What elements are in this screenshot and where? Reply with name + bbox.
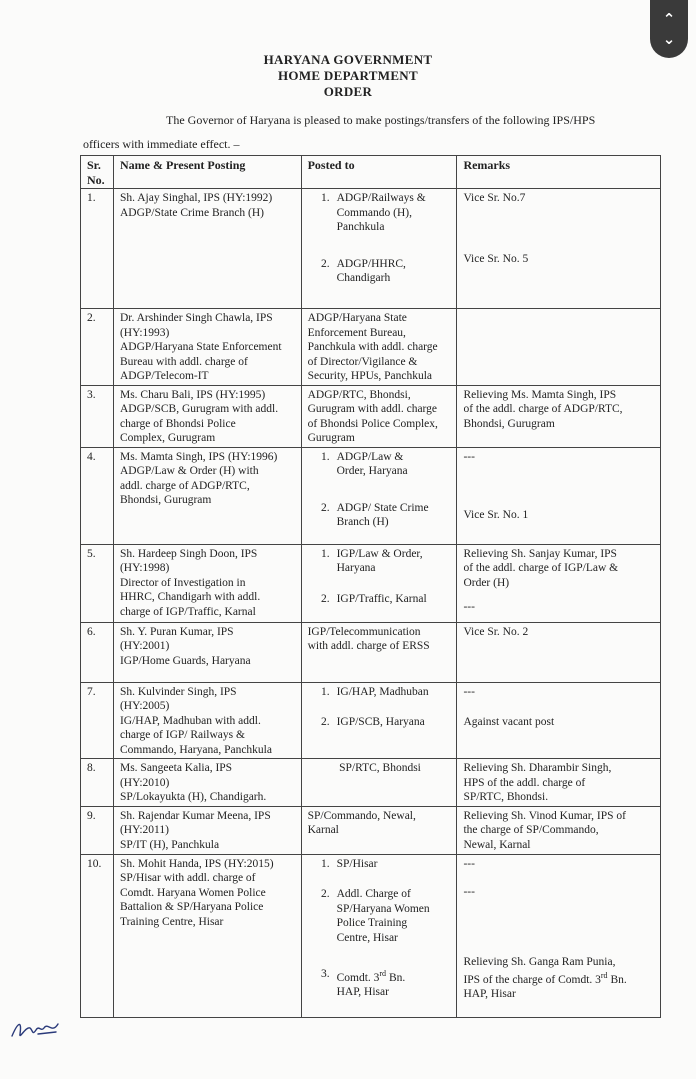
name-line: Sh. Mohit Handa, IPS (HY:2015) — [119, 857, 274, 870]
posting-line: ADGP/Law & — [336, 450, 404, 463]
posting-line: Police Training — [336, 917, 408, 929]
posting-number: 2. — [320, 888, 330, 900]
heading-order: ORDER — [323, 84, 373, 99]
name-line: charge of Bhondsi Police — [119, 417, 236, 430]
sr-cell: 3. — [81, 385, 114, 447]
table-header-row — [81, 156, 661, 189]
posting-line: Branch (H) — [336, 516, 389, 528]
sr-cell: 6. — [81, 622, 114, 682]
posting-line: SP/RTC, Bhondsi — [339, 762, 421, 774]
name-line: ADGP/Telecom-IT — [119, 370, 209, 382]
posted-cell — [301, 544, 457, 622]
name-line: (HY:2001) — [119, 640, 170, 652]
remark-line: --- — [463, 685, 475, 698]
posting-number: 2. — [320, 257, 330, 270]
name-line: HHRC, Chandigarh with addl. — [119, 591, 261, 603]
remark-line: Vice Sr. No.7 — [463, 192, 526, 204]
remark-line: --- — [463, 857, 475, 870]
name-line: Sh. Kulvinder Singh, IPS — [119, 685, 237, 698]
name-line: (HY:2011) — [119, 824, 169, 836]
posted-cell — [301, 759, 457, 807]
remarks-cell — [457, 189, 661, 309]
posting-number: 2. — [320, 501, 330, 514]
remark-line: --- — [463, 450, 475, 463]
remarks-cell — [457, 309, 661, 386]
remark-line: Against vacant post — [463, 716, 555, 728]
remark-line: Vice Sr. No. 5 — [463, 252, 529, 265]
remarks-cell — [457, 806, 661, 854]
posting-item — [308, 887, 453, 945]
page-scroll-control — [650, 0, 688, 58]
remarks-cell — [457, 622, 661, 682]
posting-number: 2. — [320, 592, 330, 605]
chevron-down-icon[interactable]: ⌄ — [662, 30, 676, 48]
intro-line-1: The Governor of Haryana is pleased to make postings/transfers of the following IPS/HPS — [166, 113, 596, 127]
remark-line: --- — [463, 886, 475, 898]
posting-line: of Bhondsi Police Complex, — [307, 417, 438, 430]
posted-cell — [301, 189, 457, 309]
posting-line: HAP, Hisar — [336, 986, 389, 999]
table-row — [81, 622, 661, 682]
posted-cell — [301, 447, 457, 544]
posting-line: ADGP/Haryana State — [307, 312, 407, 324]
name-cell — [113, 622, 301, 682]
name-cell — [113, 189, 301, 309]
postings-table — [80, 155, 661, 1018]
posting-item — [308, 547, 453, 576]
remark-line: HAP, Hisar — [463, 988, 516, 1001]
table-row — [81, 806, 661, 854]
posting-item — [308, 685, 453, 700]
name-line: ADGP/Haryana State Enforcement — [119, 341, 282, 353]
chevron-up-icon[interactable]: ⌃ — [662, 10, 676, 28]
name-line: Comdt. Haryana Women Police — [119, 886, 266, 899]
name-line: Sh. Y. Puran Kumar, IPS — [119, 625, 234, 638]
remarks-cell — [457, 447, 661, 544]
name-line: Commando, Haryana, Panchkula — [119, 743, 272, 756]
header-remarks: Remarks — [457, 156, 661, 189]
remarks-cell — [457, 544, 661, 622]
posting-number: 1. — [320, 450, 330, 463]
name-cell — [113, 759, 301, 807]
name-line: ADGP/SCB, Gurugram with addl. — [119, 403, 279, 415]
posting-item — [308, 857, 453, 872]
posting-line: Addl. Charge of — [336, 888, 411, 900]
remark-line: Relieving Sh. Dharambir Singh, — [463, 762, 612, 774]
posting-line: Centre, Hisar — [336, 931, 398, 944]
remark-line: Order (H) — [463, 576, 510, 589]
table-row — [81, 544, 661, 622]
name-line: charge of IGP/Traffic, Karnal — [119, 605, 256, 618]
remark-line: IPS of the charge of Comdt. 3rd Bn. — [463, 971, 627, 986]
header-posted-to: Posted to — [301, 156, 457, 189]
sr-cell: 2. — [81, 309, 114, 386]
name-line: Sh. Hardeep Singh Doon, IPS — [119, 547, 258, 560]
posting-item — [308, 191, 453, 235]
posted-cell — [301, 682, 457, 759]
remarks-cell — [457, 682, 661, 759]
name-line: Complex, Gurugram — [119, 432, 216, 444]
remark-line: SP/RTC, Bhondsi. — [463, 791, 549, 803]
posting-line: Enforcement Bureau, — [307, 326, 406, 339]
posting-item — [308, 257, 453, 286]
name-line: Ms. Charu Bali, IPS (HY:1995) — [119, 388, 266, 401]
posting-line: ADGP/RTC, Bhondsi, — [307, 388, 411, 401]
posting-number: 3. — [320, 968, 330, 980]
posted-cell — [301, 385, 457, 447]
name-line: ADGP/State Crime Branch (H) — [119, 206, 265, 219]
posting-line: Gurugram — [307, 432, 355, 444]
handwritten-initials — [8, 1012, 66, 1044]
header-sr-line2: No. — [87, 172, 105, 187]
name-cell — [113, 806, 301, 854]
name-line: Training Centre, Hisar — [119, 915, 224, 928]
header-sr-no — [81, 156, 114, 189]
table-row — [81, 385, 661, 447]
name-cell — [113, 447, 301, 544]
table-row — [81, 682, 661, 759]
remark-line: Vice Sr. No. 1 — [463, 509, 529, 521]
posting-line: SP/Hisar — [336, 857, 378, 870]
remark-line: HPS of the addl. charge of — [463, 776, 586, 789]
remark-line: Bhondsi, Gurugram — [463, 417, 555, 430]
name-line: SP/Hisar with addl. charge of — [119, 872, 256, 884]
table-row — [81, 759, 661, 807]
posting-line: Panchkula with addl. charge — [307, 341, 438, 353]
remark-line: Newal, Karnal — [463, 838, 531, 851]
posted-cell — [301, 309, 457, 386]
name-line: (HY:1993) — [119, 326, 170, 339]
table-row — [81, 854, 661, 1017]
name-line: IGP/Home Guards, Haryana — [119, 654, 251, 667]
remark-line: of the addl. charge of IGP/Law & — [463, 562, 619, 574]
name-line: charge of IGP/ Railways & — [119, 729, 245, 741]
posting-number: 1. — [320, 685, 330, 698]
remark-line: --- — [463, 601, 475, 613]
remarks-cell — [457, 854, 661, 1017]
posting-number: 1. — [320, 192, 330, 204]
name-cell — [113, 385, 301, 447]
posting-line: Panchkula — [336, 221, 385, 233]
posting-item — [308, 715, 453, 730]
name-cell — [113, 544, 301, 622]
posting-line: Gurugram with addl. charge — [307, 403, 438, 415]
name-line: Bureau with addl. charge of — [119, 355, 248, 368]
posting-line: Karnal — [307, 824, 339, 836]
posting-line: Order, Haryana — [336, 465, 408, 477]
posting-line: IGP/SCB, Haryana — [336, 716, 425, 728]
name-line: addl. charge of ADGP/RTC, — [119, 479, 250, 492]
sr-cell: 7. — [81, 682, 114, 759]
heading-government: HARYANA GOVERNMENT — [263, 52, 433, 67]
name-line: ADGP/Law & Order (H) with — [119, 465, 259, 477]
posting-item — [308, 967, 453, 1000]
posting-number: 2. — [320, 716, 330, 728]
table-row — [81, 189, 661, 309]
table-row — [81, 309, 661, 386]
posting-line: ADGP/Railways & — [336, 192, 426, 204]
posted-cell — [301, 622, 457, 682]
posting-line: Commando (H), — [336, 206, 412, 219]
posted-cell — [301, 854, 457, 1017]
posting-item — [308, 592, 453, 607]
sr-cell: 9. — [81, 806, 114, 854]
posting-line: IG/HAP, Madhuban — [336, 685, 429, 698]
posting-number: 1. — [320, 857, 330, 870]
sr-cell: 4. — [81, 447, 114, 544]
name-line: SP/Lokayukta (H), Chandigarh. — [119, 791, 267, 803]
posting-line: with addl. charge of ERSS — [307, 640, 430, 652]
remark-line: Relieving Sh. Ganga Ram Punia, — [463, 955, 616, 968]
posting-line: ADGP/ State Crime — [336, 501, 429, 514]
remark-line: Relieving Sh. Sanjay Kumar, IPS — [463, 547, 617, 560]
posting-item — [308, 501, 453, 530]
posting-item — [308, 450, 453, 479]
remarks-cell — [457, 759, 661, 807]
posting-line: IGP/Telecommunication — [307, 625, 421, 638]
posted-cell — [301, 806, 457, 854]
name-cell — [113, 682, 301, 759]
name-line: Sh. Ajay Singhal, IPS (HY:1992) — [119, 192, 273, 204]
posting-line: IGP/Traffic, Karnal — [336, 592, 427, 605]
heading-department: HOME DEPARTMENT — [278, 68, 418, 83]
sr-cell: 10. — [81, 854, 114, 1017]
name-line: Bhondsi, Gurugram — [119, 494, 212, 506]
name-line: Sh. Rajendar Kumar Meena, IPS — [119, 809, 271, 822]
name-line: (HY:1998) — [119, 562, 170, 574]
name-line: (HY:2010) — [119, 776, 170, 789]
posting-line: Haryana — [336, 562, 376, 574]
remark-line: of the addl. charge of ADGP/RTC, — [463, 403, 623, 415]
remark-line: Relieving Sh. Vinod Kumar, IPS of — [463, 809, 626, 822]
posting-line: SP/Commando, Newal, — [307, 809, 416, 822]
posting-line: Chandigarh — [336, 272, 391, 284]
name-line: Ms. Sangeeta Kalia, IPS — [119, 762, 233, 774]
sr-cell: 1. — [81, 189, 114, 309]
name-line: Ms. Mamta Singh, IPS (HY:1996) — [119, 450, 278, 463]
posting-number: 1. — [320, 547, 330, 560]
remark-line: Vice Sr. No. 2 — [463, 625, 529, 638]
remarks-cell — [457, 385, 661, 447]
name-line: IG/HAP, Madhuban with addl. — [119, 714, 261, 727]
header-name: Name & Present Posting — [113, 156, 301, 189]
posting-line: Security, HPUs, Panchkula — [307, 370, 433, 382]
header-sr-line1: Sr. — [87, 158, 101, 172]
posting-line: ADGP/HHRC, — [336, 257, 406, 270]
sr-cell: 5. — [81, 544, 114, 622]
table-row — [81, 447, 661, 544]
intro-line-2: officers with immediate effect. – — [83, 137, 240, 151]
sr-cell: 8. — [81, 759, 114, 807]
posting-line: Comdt. 3rd Bn. — [336, 969, 406, 984]
name-line: Dr. Arshinder Singh Chawla, IPS — [119, 312, 273, 324]
remark-line: the charge of SP/Commando, — [463, 824, 599, 836]
name-cell — [113, 854, 301, 1017]
posting-line: IGP/Law & Order, — [336, 547, 423, 560]
name-cell — [113, 309, 301, 386]
remark-line: Relieving Ms. Mamta Singh, IPS — [463, 388, 617, 401]
name-line: Director of Investigation in — [119, 576, 246, 589]
posting-line: of Director/Vigilance & — [307, 355, 418, 368]
posting-line: SP/Haryana Women — [336, 902, 430, 915]
name-line: (HY:2005) — [119, 700, 170, 712]
name-line: Battalion & SP/Haryana Police — [119, 901, 264, 913]
name-line: SP/IT (H), Panchkula — [119, 838, 220, 851]
